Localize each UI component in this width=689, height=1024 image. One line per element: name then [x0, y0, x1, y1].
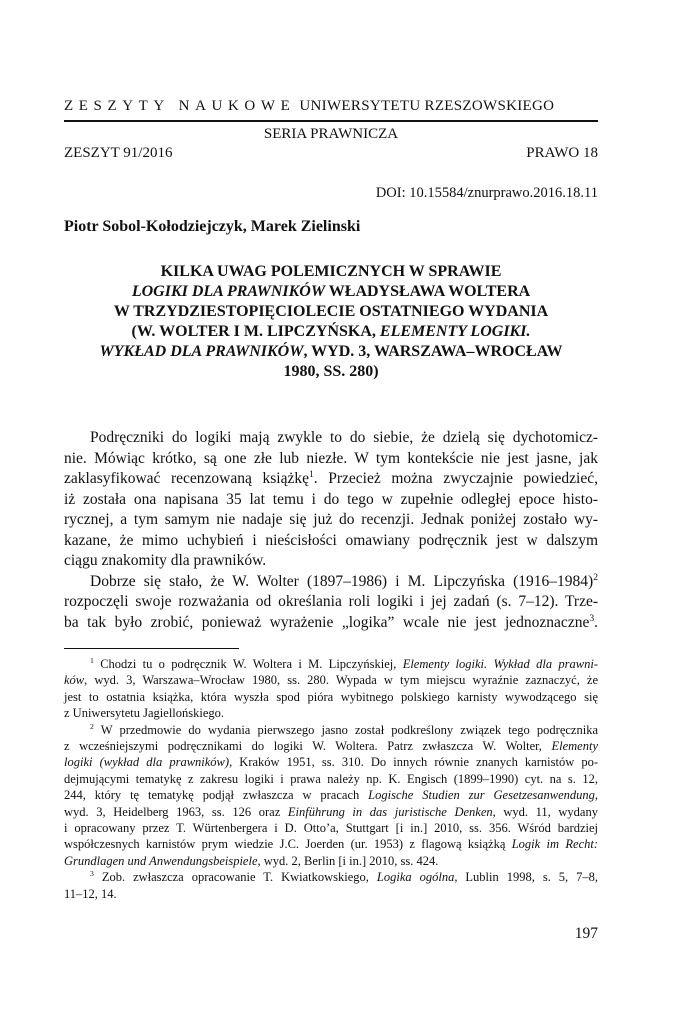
footnote-line [64, 722, 598, 738]
authors: Piotr Sobol-Kołodziejczyk, Marek Zielinski [64, 218, 361, 235]
issue-number: ZESZYT 91/2016 [64, 145, 173, 161]
text-fragment: ba tak było zrobić, ponieważ wyrażenie „logika” wcale nie jest jednoznaczne [64, 613, 590, 631]
title-line [64, 342, 598, 362]
footnote-line [64, 672, 598, 688]
text-fragment: z wcześniejszymi podręcznikami do logiki W. Woltera. Patrz zwłaszcza W. Wolter, [64, 739, 552, 754]
article-title [64, 262, 598, 382]
body-text [64, 428, 598, 633]
text-line: rycznej, a tym samym nie nadaje się już do recenzji. Jednak poniżej zostało wy- [64, 511, 598, 528]
doi: DOI: 10.15584/znurprawo.2016.18.11 [375, 185, 598, 201]
text-line: nie. Mówiąc krótko, są one złe lub niezłe. W tym kontekście nie jest jasne, jak [64, 449, 598, 467]
title-italic: LOGIKI DLA PRAWNIKÓW [131, 283, 326, 300]
text-fragment: Zob. zwłaszcza opracowanie T. Kwiatkowskiego, [93, 870, 377, 885]
paragraph [64, 572, 598, 634]
footnote-number: 2 [90, 721, 94, 731]
journal-name-rest: UNIWERSYTETU RZESZOWSKIEGO [299, 98, 555, 114]
text-fragment: , Kraków 1951, ss. 310. Do innych równie znanych karnistów po- [229, 755, 599, 770]
issue-row [64, 145, 598, 162]
text-fragment: , Lublin 1998, s. 5, 7–8, [454, 870, 598, 885]
italic-fragment: Logik im Recht: [511, 837, 598, 852]
paragraph [64, 428, 598, 572]
volume-label: PRAWO 18 [526, 145, 598, 161]
text-fragment: Chodzi tu o podręcznik W. Woltera i M. Lipczyńskiej, [93, 657, 403, 671]
journal-name-spaced: ZESZYTY NAUKOWE [64, 98, 296, 114]
text-line [64, 469, 598, 490]
italic-fragment: ków [64, 673, 85, 688]
text-fragment: wyd. 3, Heidelberg 1963, ss. 126 oraz [64, 804, 288, 819]
text-fragment: , wyd. 3, Warszawa–Wrocław 1980, ss. 280. Wypada w tym miejscu wyraźnie zaznaczyć, że [84, 673, 598, 688]
footnote-line [64, 754, 598, 770]
text-line: ciągu znakomity dla prawników. [64, 552, 267, 569]
footnote-line: jest to ostatnia książka, która wyszła spod pióra wybitnego polskiego karnisty wywodzącego się [64, 689, 598, 704]
text-line [64, 613, 598, 634]
footnote-line [64, 804, 598, 820]
text-fragment: . Przecież można zwyczajnie powiedzieć, [313, 470, 598, 487]
title-italic: WYKŁAD DLA PRAWNIKÓW [99, 343, 304, 360]
footnote-rule [64, 648, 239, 649]
title-line: 1980, SS. 280) [283, 363, 379, 380]
italic-fragment: logiki (wykład dla prawników) [64, 755, 230, 770]
footnote [64, 869, 598, 902]
footnote-number: 3 [90, 869, 94, 879]
title-line [64, 322, 598, 342]
footnote-line [64, 787, 598, 803]
footnotes [64, 656, 598, 902]
footnote-line: i opracowany przez T. Würtenbergera i D. Otto’a, Stuttgart [i in.] 2010, ss. 356. Wśród bardziej [64, 821, 598, 836]
journal-name [64, 98, 598, 115]
title-italic: ELEMENTY LOGIKI. [379, 323, 531, 340]
italic-fragment: Logika ogólna [376, 870, 455, 885]
page-number: 197 [574, 925, 598, 942]
text-fragment: 244, który tę tematykę podjął zwłaszcza w pracach [64, 788, 369, 803]
footnote-number: 1 [90, 655, 94, 665]
italic-fragment: Elementy [551, 739, 598, 754]
footnote-ref[interactable]: 2 [593, 571, 598, 583]
italic-fragment: Einführung in das juristische Denken [287, 804, 493, 819]
footnote-line [64, 738, 598, 754]
footnote-line [64, 869, 598, 885]
text-fragment: współczesnych karnistów prym wiedzie J.C. Joerden (ur. 1953) z flagową książką [64, 837, 512, 852]
footnote [64, 656, 598, 722]
text-fragment: , wyd. 11, wydany [492, 804, 598, 819]
header-rule [64, 120, 598, 122]
footnote-line: dejmującymi tematykę z zakresu logiki i prawa należy np. K. Engisch (1899–1990) cyt. na s. 12, [64, 771, 598, 786]
italic-fragment: Grundlagen und Anwendungsbeispiele [64, 853, 258, 868]
title-line [64, 282, 598, 302]
footnote-ref[interactable]: 1 [308, 468, 314, 480]
footnote-line: 11–12, 14. [64, 886, 117, 901]
footnote-line [64, 656, 598, 672]
text-line: Podręczniki do logiki mają zwykle to do siebie, że dzielą się dychotomicz- [90, 429, 598, 446]
text-fragment: , wyd. 2, Berlin [i in.] 2010, ss. 424. [257, 853, 439, 868]
footnote-line [64, 836, 598, 852]
title-text: , WYD. 3, WARSZAWA–WROCŁAW [303, 343, 563, 360]
text-line: rozpoczęli swoje rozważania od określania roli logiki i jej zadań (s. 7–12). Trze- [64, 593, 598, 610]
text-fragment: . [594, 613, 598, 631]
text-fragment: zaklasyfikować recenzowaną książkę [64, 470, 309, 487]
text-line [64, 572, 598, 593]
series-label: SERIA PRAWNICZA [263, 126, 399, 142]
text-line: kazane, że mimo uchybień i nieścisłości omawiany podręcznik jest w dalszym [64, 531, 598, 549]
text-fragment: Dobrze się stało, że W. Wolter (1897–1986) i M. Lipczyńska (1916–1984) [90, 572, 594, 590]
text-fragment: , [594, 788, 599, 803]
footnote-line: z Uniwersytetu Jagiellońskiego. [64, 706, 225, 721]
italic-fragment: Elementy logiki. Wykład dla prawni- [402, 657, 598, 671]
text-fragment: W przedmowie do wydania pierwszego jasno został podkreślony związek tego podręcznika [93, 722, 598, 737]
footnote-ref[interactable]: 3 [589, 612, 595, 624]
italic-fragment: Logische Studien zur Gesetzesanwendung [368, 788, 595, 803]
text-line: iż została ona napisana 35 lat temu i do tego w zupełnie odległej epoce histo- [64, 490, 598, 508]
title-text: WŁADYSŁAWA WOLTERA [325, 283, 531, 300]
title-line: W TRZYDZIESTOPIĘCIOLECIE OSTATNIEGO WYDANIA [113, 303, 549, 320]
title-text: (W. WOLTER I M. LIPCZYŃSKA, [131, 323, 380, 340]
title-line: KILKA UWAG POLEMICZNYCH W SPRAWIE [160, 263, 502, 280]
footnote-line [64, 853, 598, 869]
footnote [64, 722, 598, 870]
